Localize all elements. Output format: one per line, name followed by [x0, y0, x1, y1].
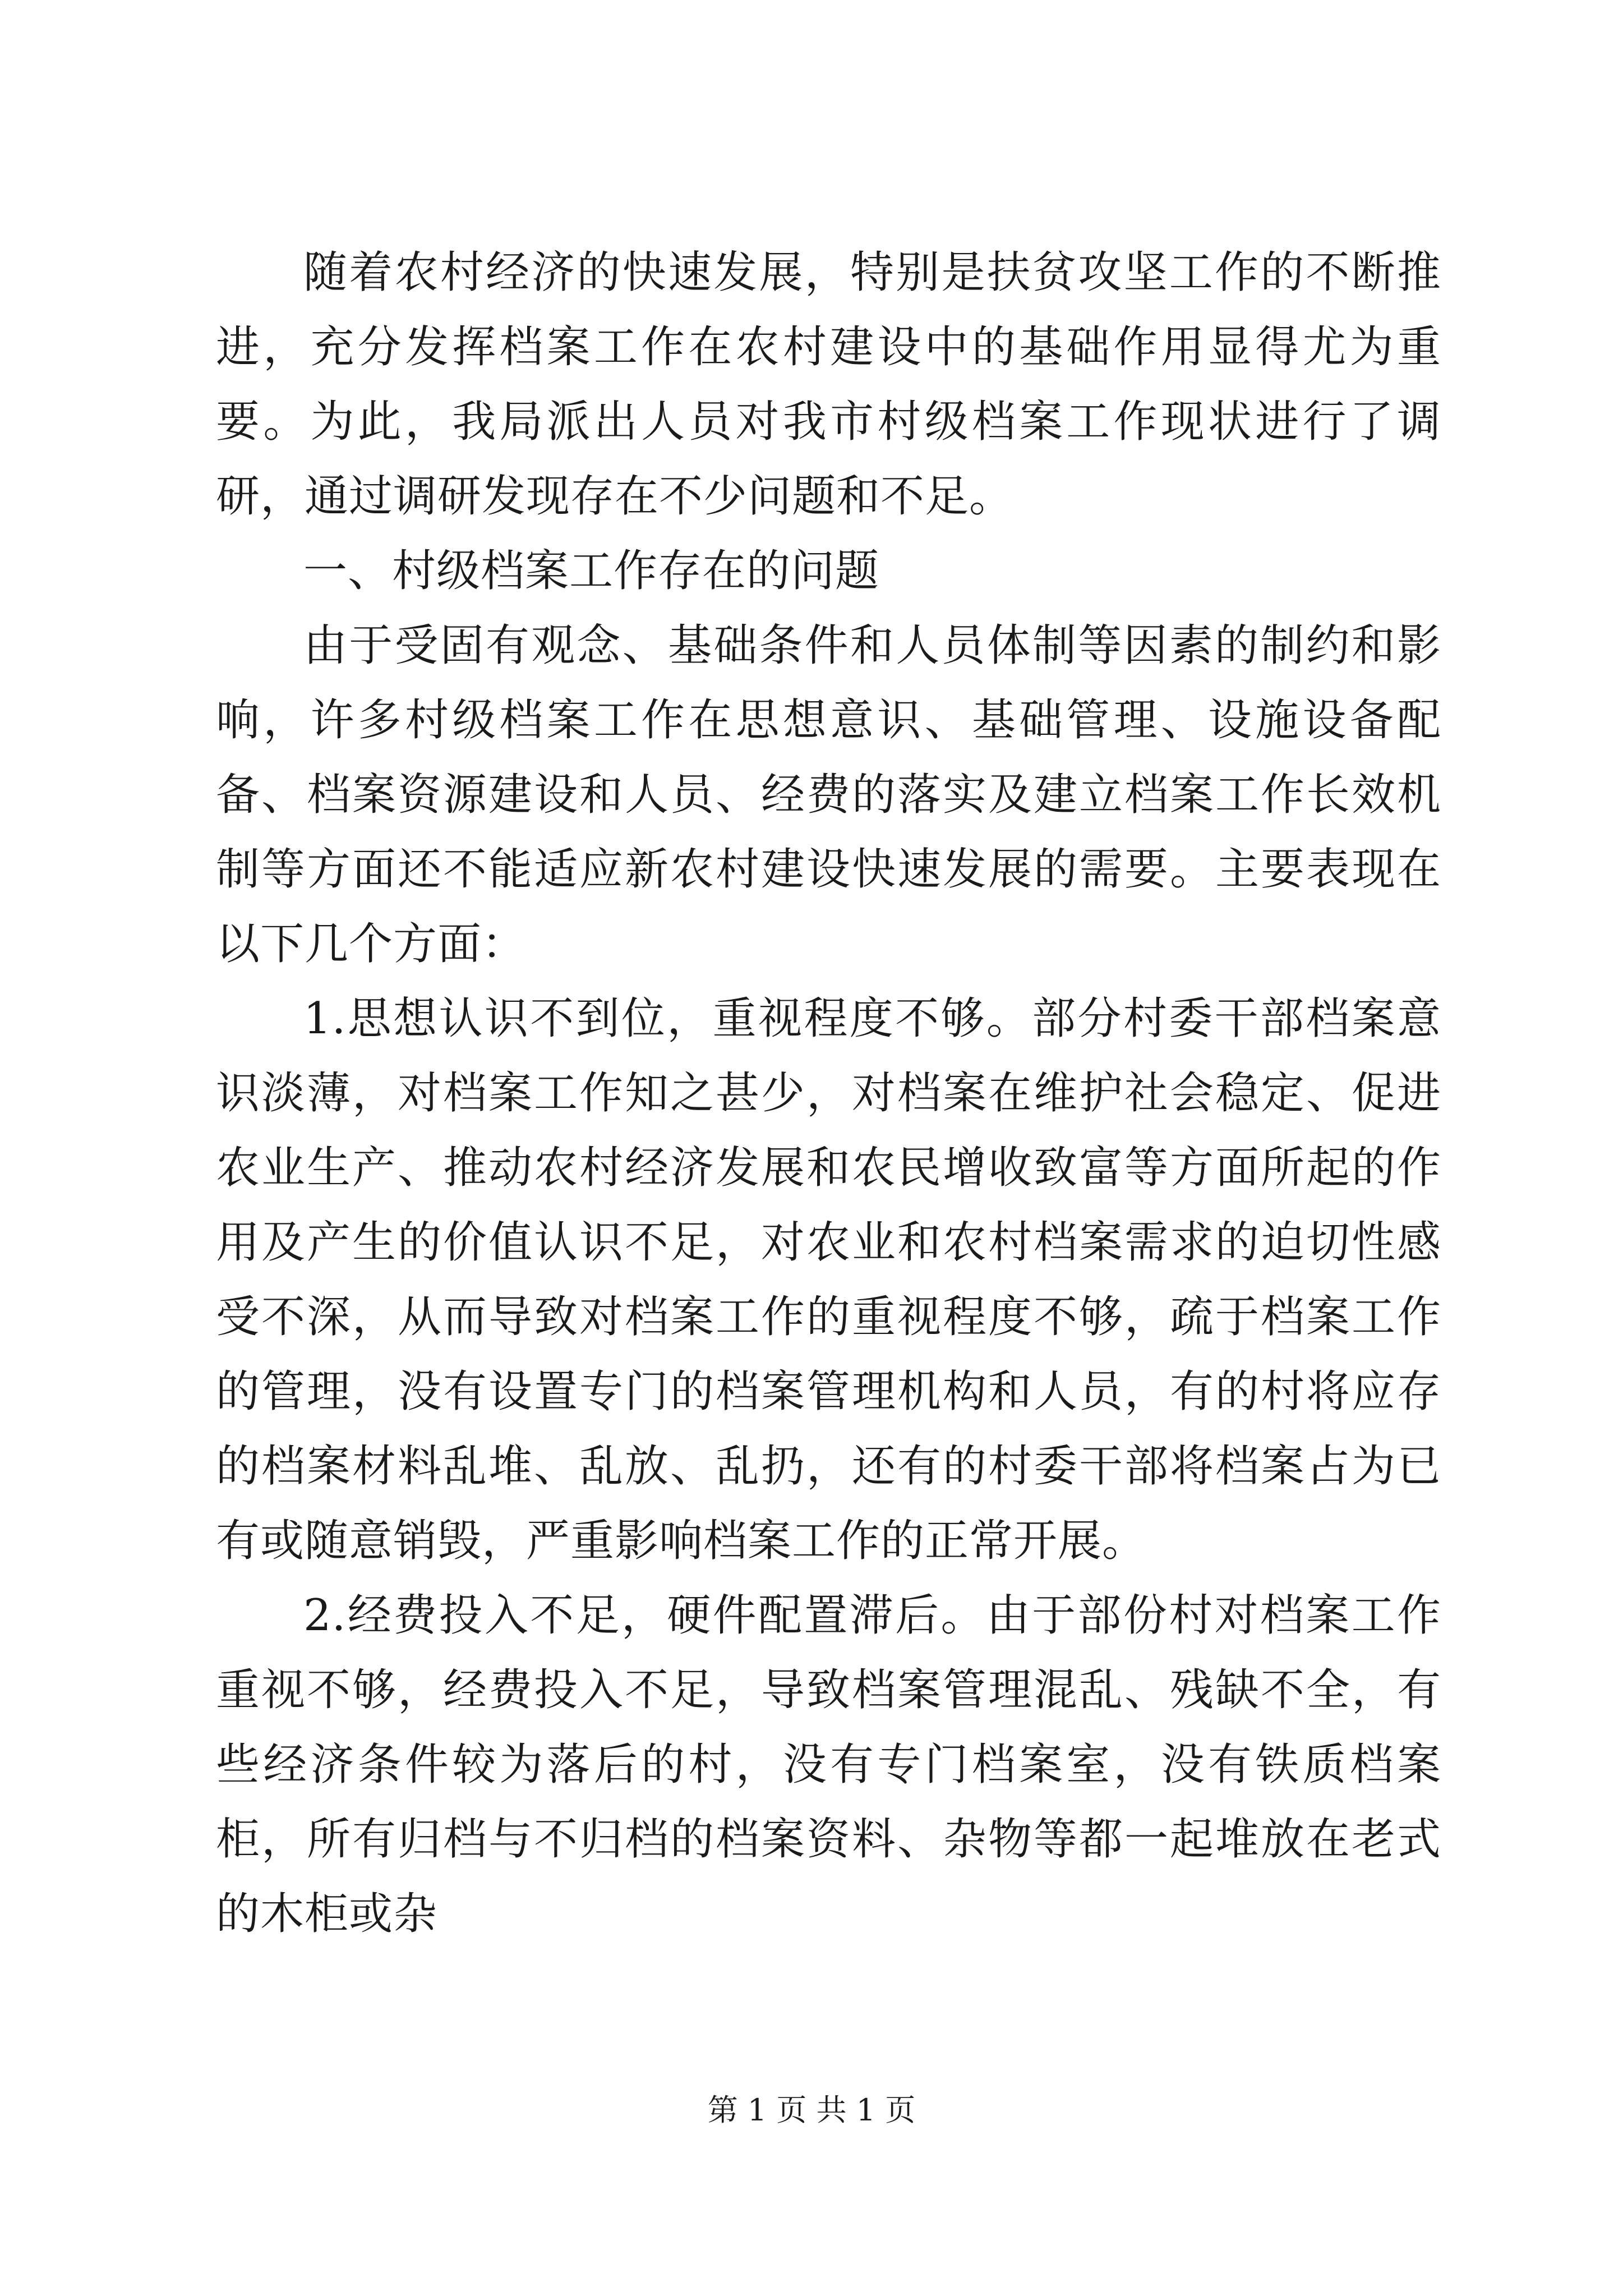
page-footer: 第 1 页 共 1 页 [707, 2092, 916, 2128]
section-heading: 一、村级档案工作存在的问题 [303, 546, 880, 596]
paragraph-overview: 由于受固有观念、基础条件和人员体制等因素的制约和影响，许多村级档案工作在思想意识、基础管理、设施设备配备、档案资源建设和人员、经费的落实及建立档案工作长效机制等方面还不能适应新农村建设快速发展的需要。主要表现在以下几个方面： [216, 620, 1441, 969]
document-body [216, 236, 1441, 1952]
paragraph-intro: 随着农村经济的快速发展，特别是扶贫攻坚工作的不断推进，充分发挥档案工作在农村建设中的基础作用显得尤为重要。为此，我局派出人员对我市村级档案工作现状进行了调研，通过调研发现存在不少问题和不足。 [216, 247, 1441, 522]
paragraph-point-2: 2.经费投入不足，硬件配置滞后。由于部份村对档案工作重视不够，经费投入不足，导致档案管理混乱、残缺不全，有些经济条件较为落后的村，没有专门档案室，没有铁质档案柜，所有归档与不归档的档案资料、杂物等都一起堆放在老式的木柜或杂 [216, 1590, 1441, 1939]
paragraph-point-1: 1.思想认识不到位，重视程度不够。部分村委干部档案意识淡薄，对档案工作知之甚少，对档案在维护社会稳定、促进农业生产、推动农村经济发展和农民增收致富等方面所起的作用及产生的价值认识不足，对农业和农村档案需求的迫切性感受不深，从而导致对档案工作的重视程度不够，疏于档案工作的管理，没有设置专门的档案管理机构和人员，有的村将应存的档案材料乱堆、乱放、乱扔，还有的村委干部将档案占为已有或随意销毁，严重影响档案工作的正常开展。 [216, 993, 1441, 1566]
